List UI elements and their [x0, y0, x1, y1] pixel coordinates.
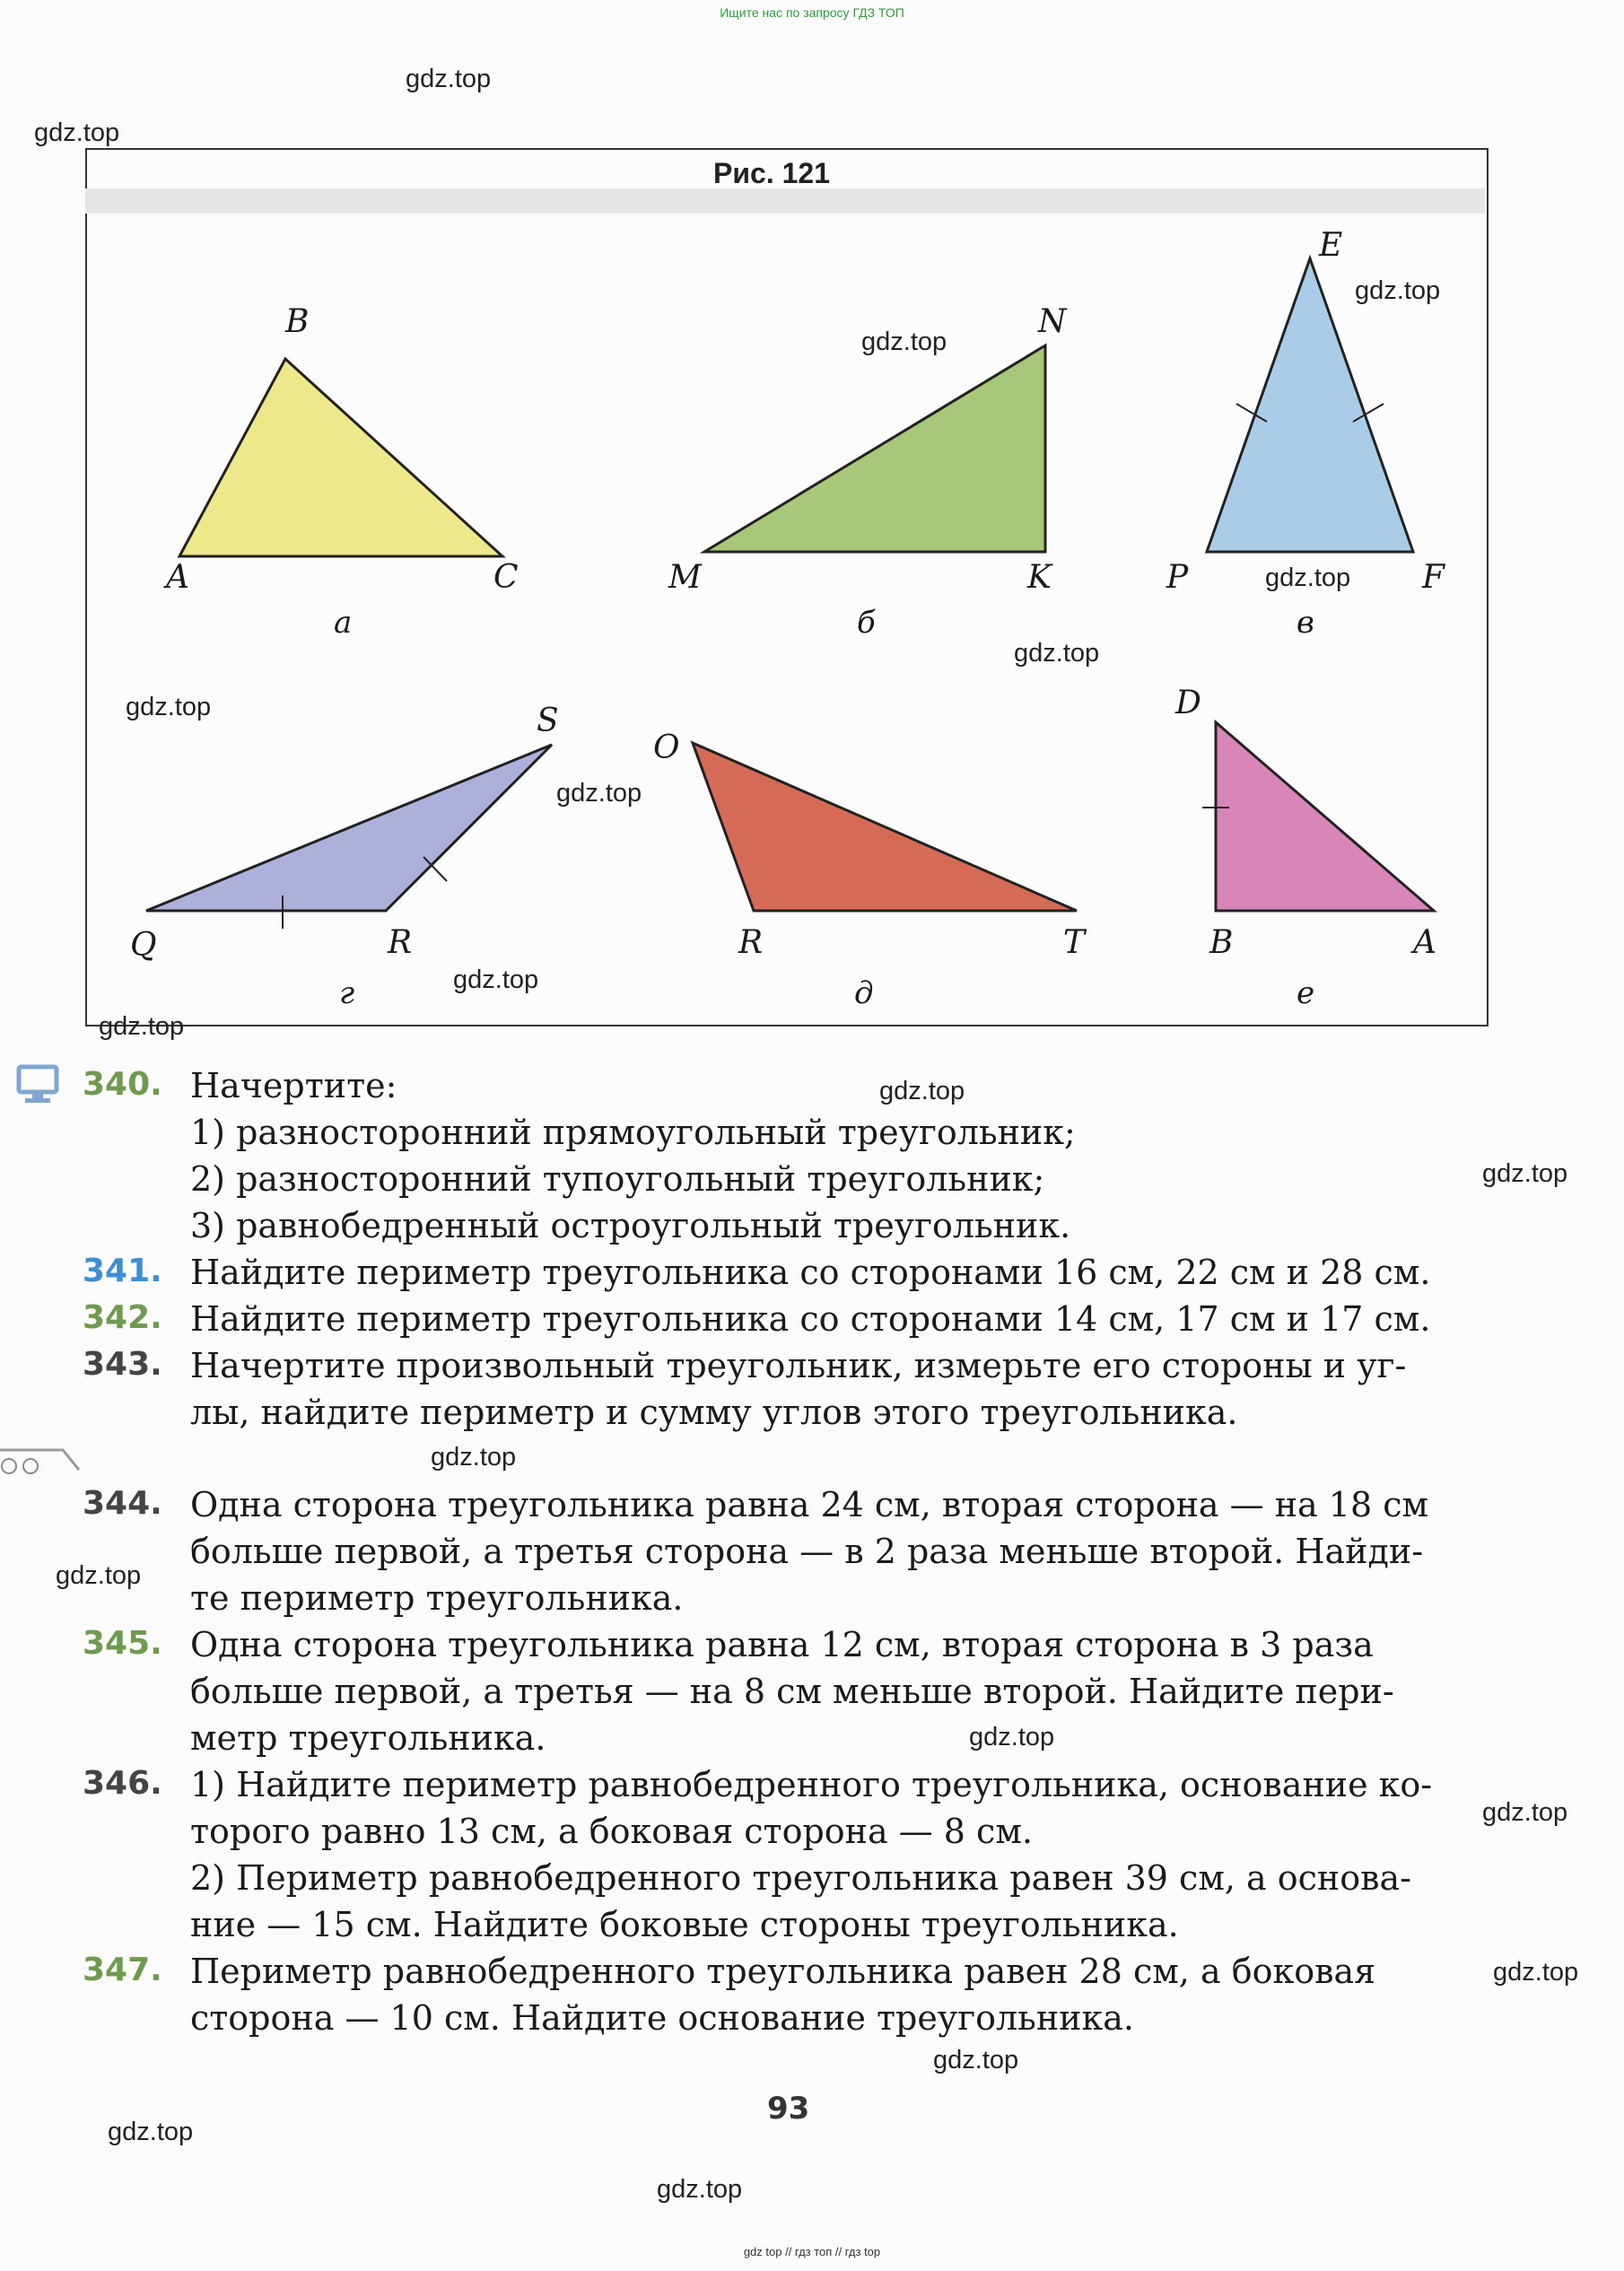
caption-v: в [1297, 605, 1314, 641]
problem-line: Начертите произвольный треугольник, измерьте его стороны и уг- [190, 1346, 1407, 1385]
vertex-d-top: O [653, 729, 680, 766]
problem-line: лы, найдите периметр и сумму углов этого треугольника. [190, 1393, 1238, 1432]
problem-line: Одна сторона треугольника равна 12 см, вторая сторона в 3 раза [190, 1625, 1374, 1664]
triangle-g [146, 745, 552, 911]
watermark: gdz.top [431, 1443, 517, 1472]
vertex-g-right: R [388, 924, 413, 961]
bottom-banner: gdz top // гдз топ // гдз top [743, 2245, 881, 2258]
problem-line: торого равно 13 см, а боковая сторона — 8 см. [190, 1812, 1033, 1851]
vertex-v-top: E [1319, 227, 1343, 264]
watermark: gdz.top [126, 693, 212, 721]
watermark: gdz.top [556, 779, 642, 808]
watermark: gdz.top [1014, 639, 1100, 668]
watermark: gdz.top [34, 118, 120, 147]
vertex-a-top: B [285, 303, 310, 340]
problem-line: 1) разносторонний прямоугольный треугольник; [190, 1113, 1076, 1152]
problem-line: те периметр треугольника. [190, 1578, 684, 1618]
watermark: gdz.top [99, 1012, 185, 1041]
watermark: gdz.top [861, 328, 947, 356]
top-banner: Ищите нас по запросу ГДЗ ТОП [720, 5, 904, 20]
watermark: gdz.top [969, 1723, 1055, 1751]
triangle-b [704, 345, 1045, 552]
vertex-g-left: Q [130, 927, 157, 964]
vertex-v-right: F [1422, 559, 1445, 596]
vertex-e-left: B [1209, 924, 1234, 961]
problem-number: 344. [83, 1485, 162, 1522]
figure-title: Рис. 121 [713, 157, 830, 189]
triangle-a [179, 359, 502, 556]
circuit-decoration-icon [0, 1446, 81, 1491]
watermark: gdz.top [657, 2175, 743, 2204]
vertex-b-right: K [1027, 559, 1052, 596]
problem-line: Одна сторона треугольника равна 24 см, вторая сторона — на 18 см [190, 1485, 1429, 1524]
problem-line: больше первой, а третья — на 8 см меньше второй. Найдите пери- [190, 1672, 1394, 1711]
problem-number: 340. [83, 1066, 162, 1103]
problem-line: Периметр равнобедренного треугольника равен 28 см, а боковая [190, 1952, 1376, 1991]
vertex-d-right: T [1063, 924, 1086, 961]
computer-icon [16, 1064, 61, 1105]
triangle-e [1216, 722, 1434, 911]
problem-number: 345. [83, 1625, 162, 1662]
watermark: gdz.top [453, 965, 539, 994]
problem-line: 1) Найдите периметр равнобедренного треугольника, основание ко- [190, 1765, 1433, 1804]
problem-line: 3) равнобедренный остроугольный треугольник. [190, 1206, 1071, 1245]
vertex-a-right: C [493, 559, 519, 596]
vertex-v-left: P [1166, 559, 1189, 596]
watermark: gdz.top [1493, 1958, 1579, 1987]
watermark: gdz.top [1265, 563, 1351, 592]
triangle-d [693, 743, 1077, 911]
problem-line: сторона — 10 см. Найдите основание треугольника. [190, 1998, 1134, 2038]
vertex-g-top: S [537, 703, 559, 739]
watermark: gdz.top [933, 2046, 1019, 2074]
vertex-a-left: A [166, 559, 189, 596]
problem-number: 343. [83, 1346, 162, 1383]
problem-line: Найдите периметр треугольника со сторонами 14 см, 17 см и 17 см. [190, 1299, 1431, 1339]
watermark: gdz.top [1355, 276, 1441, 305]
caption-b: б [857, 605, 876, 641]
caption-d: д [854, 975, 874, 1011]
vertex-d-left: R [738, 924, 764, 961]
watermark: gdz.top [108, 2118, 194, 2146]
page-number: 93 [767, 2091, 810, 2127]
watermark: gdz.top [1482, 1159, 1568, 1188]
watermark: gdz.top [406, 65, 492, 93]
watermark: gdz.top [56, 1561, 142, 1590]
caption-g: г [339, 975, 355, 1011]
problem-number: 341. [83, 1253, 162, 1289]
watermark: gdz.top [879, 1077, 965, 1105]
caption-a: а [334, 605, 353, 641]
vertex-e-right: A [1413, 924, 1436, 961]
problem-line: больше первой, а третья сторона — в 2 раза меньше второй. Найди- [190, 1532, 1424, 1571]
vertex-b-top: N [1038, 303, 1067, 340]
vertex-e-top: D [1175, 685, 1201, 721]
problem-line: метр треугольника. [190, 1718, 546, 1758]
problem-line: 2) Периметр равнобедренного треугольника равен 39 см, а основа- [190, 1858, 1412, 1898]
caption-e: е [1297, 975, 1315, 1011]
watermark: gdz.top [1482, 1798, 1568, 1827]
problem-line: 2) разносторонний тупоугольный треугольник; [190, 1159, 1045, 1199]
problem-number: 347. [83, 1952, 162, 1988]
problem-line: ние — 15 см. Найдите боковые стороны треугольника. [190, 1905, 1179, 1944]
problem-number: 346. [83, 1765, 162, 1802]
problem-line: Начертите: [190, 1066, 397, 1105]
vertex-b-left: M [668, 559, 702, 596]
problem-line: Найдите периметр треугольника со сторонами 16 см, 22 см и 28 см. [190, 1253, 1431, 1292]
problem-number: 342. [83, 1299, 162, 1336]
